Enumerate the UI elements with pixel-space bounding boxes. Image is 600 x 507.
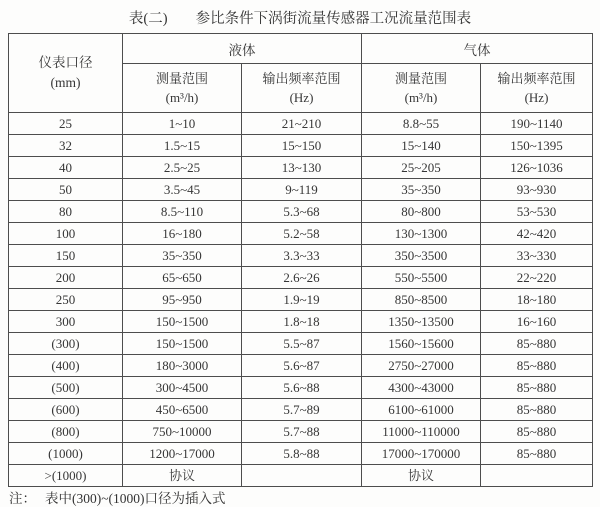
- diameter-cell: 25: [9, 113, 123, 135]
- value-cell: 协议: [362, 465, 481, 487]
- value-cell: 300~4500: [123, 377, 242, 399]
- diameter-cell: 200: [9, 267, 123, 289]
- value-cell: 16~180: [123, 223, 242, 245]
- value-cell: 550~5500: [362, 267, 481, 289]
- value-cell: 5.3~68: [242, 201, 362, 223]
- value-cell: 22~220: [481, 267, 593, 289]
- value-cell: 95~950: [123, 289, 242, 311]
- value-cell: 35~350: [362, 179, 481, 201]
- header-diameter-label: 仪表口径: [38, 54, 93, 70]
- table-row: [9, 421, 593, 443]
- value-cell: 450~6500: [123, 399, 242, 421]
- table-row: [9, 201, 593, 223]
- table-title: [0, 7, 600, 28]
- header-gas-measure-unit: (m³/h): [404, 90, 438, 105]
- header-gas-freq: [481, 64, 593, 113]
- value-cell: 21~210: [242, 113, 362, 135]
- value-cell: 5.7~88: [242, 421, 362, 443]
- value-cell: 1.5~15: [123, 135, 242, 157]
- table-row: [9, 355, 593, 377]
- value-cell: 1200~17000: [123, 443, 242, 465]
- header-liquid-measure-unit: (m³/h): [165, 90, 199, 105]
- header-liquid-freq: [242, 64, 362, 113]
- table-body: [9, 113, 593, 487]
- diameter-cell: 300: [9, 311, 123, 333]
- value-cell: 85~880: [481, 399, 593, 421]
- value-cell: 15~140: [362, 135, 481, 157]
- table-row: [9, 443, 593, 465]
- table-title-text: 参比条件下涡街流量传感器工况流量范围表: [195, 11, 472, 27]
- diameter-cell: (1000): [9, 443, 123, 465]
- value-cell: 6100~61000: [362, 399, 481, 421]
- diameter-cell: 50: [9, 179, 123, 201]
- value-cell: 1350~13500: [362, 311, 481, 333]
- value-cell: 5.6~88: [242, 377, 362, 399]
- value-cell: 15~150: [242, 135, 362, 157]
- value-cell: 35~350: [123, 245, 242, 267]
- value-cell: 130~1300: [362, 223, 481, 245]
- value-cell: 1.9~19: [242, 289, 362, 311]
- footnote: [9, 487, 226, 507]
- header-liquid-freq-unit: (Hz): [289, 90, 314, 105]
- value-cell: 13~130: [242, 157, 362, 179]
- value-cell: 126~1036: [481, 157, 593, 179]
- value-cell: 2750~27000: [362, 355, 481, 377]
- diameter-cell: (300): [9, 333, 123, 355]
- table-row: [9, 311, 593, 333]
- value-cell: 3.3~33: [242, 245, 362, 267]
- header-group-row: [9, 34, 593, 64]
- value-cell: 协议: [123, 465, 242, 487]
- value-cell: 190~1140: [481, 113, 593, 135]
- value-cell: 1560~15600: [362, 333, 481, 355]
- diameter-cell: (600): [9, 399, 123, 421]
- table-row: [9, 223, 593, 245]
- value-cell: [481, 465, 593, 487]
- value-cell: 80~800: [362, 201, 481, 223]
- value-cell: 85~880: [481, 377, 593, 399]
- value-cell: 85~880: [481, 421, 593, 443]
- table-row: [9, 377, 593, 399]
- value-cell: 4300~43000: [362, 377, 481, 399]
- table-row: [9, 465, 593, 487]
- value-cell: 85~880: [481, 355, 593, 377]
- value-cell: 1~10: [123, 113, 242, 135]
- value-cell: 750~10000: [123, 421, 242, 443]
- value-cell: 85~880: [481, 333, 593, 355]
- value-cell: 2.5~25: [123, 157, 242, 179]
- table-row: [9, 113, 593, 135]
- header-liquid-freq-label: 输出频率范围: [262, 70, 341, 86]
- table-row: [9, 135, 593, 157]
- value-cell: 85~880: [481, 443, 593, 465]
- header-diameter: [9, 34, 123, 113]
- value-cell: 150~1500: [123, 311, 242, 333]
- value-cell: 16~160: [481, 311, 593, 333]
- table-row: [9, 245, 593, 267]
- value-cell: 9~119: [242, 179, 362, 201]
- header-liquid-measure: [123, 64, 242, 113]
- diameter-cell: 100: [9, 223, 123, 245]
- header-gas-measure: [362, 64, 481, 113]
- table-header: [9, 34, 593, 113]
- diameter-cell: 80: [9, 201, 123, 223]
- header-diameter-unit: (mm): [50, 75, 81, 90]
- diameter-cell: 40: [9, 157, 123, 179]
- diameter-cell: 150: [9, 245, 123, 267]
- table-row: [9, 333, 593, 355]
- value-cell: 2.6~26: [242, 267, 362, 289]
- value-cell: 850~8500: [362, 289, 481, 311]
- value-cell: 150~1500: [123, 333, 242, 355]
- diameter-cell: (800): [9, 421, 123, 443]
- diameter-cell: >(1000): [9, 465, 123, 487]
- table-row: [9, 399, 593, 421]
- diameter-cell: 32: [9, 135, 123, 157]
- value-cell: 5.2~58: [242, 223, 362, 245]
- value-cell: 5.7~89: [242, 399, 362, 421]
- value-cell: 33~330: [481, 245, 593, 267]
- value-cell: 93~930: [481, 179, 593, 201]
- flow-range-table: [8, 33, 593, 487]
- value-cell: 11000~110000: [362, 421, 481, 443]
- table-number: 表(二): [128, 11, 168, 27]
- table-row: [9, 179, 593, 201]
- value-cell: 42~420: [481, 223, 593, 245]
- footnote-label: 注：: [9, 491, 36, 506]
- diameter-cell: 250: [9, 289, 123, 311]
- header-liquid-measure-label: 测量范围: [155, 70, 208, 86]
- header-group-liquid: 液体: [123, 34, 362, 64]
- header-gas-measure-label: 测量范围: [394, 70, 447, 86]
- value-cell: 150~1395: [481, 135, 593, 157]
- table-row: [9, 289, 593, 311]
- value-cell: 65~650: [123, 267, 242, 289]
- value-cell: [242, 465, 362, 487]
- value-cell: 3.5~45: [123, 179, 242, 201]
- header-group-gas: 气体: [362, 34, 593, 64]
- value-cell: 1.8~18: [242, 311, 362, 333]
- value-cell: 5.6~87: [242, 355, 362, 377]
- footnote-text: 表中(300)~(1000)口径为插入式: [45, 491, 226, 506]
- value-cell: 25~205: [362, 157, 481, 179]
- value-cell: 17000~170000: [362, 443, 481, 465]
- value-cell: 180~3000: [123, 355, 242, 377]
- value-cell: 8.5~110: [123, 201, 242, 223]
- value-cell: 5.5~87: [242, 333, 362, 355]
- value-cell: 18~180: [481, 289, 593, 311]
- value-cell: 350~3500: [362, 245, 481, 267]
- value-cell: 5.8~88: [242, 443, 362, 465]
- table-row: [9, 267, 593, 289]
- header-gas-freq-label: 输出频率范围: [497, 70, 576, 86]
- value-cell: 53~530: [481, 201, 593, 223]
- diameter-cell: (500): [9, 377, 123, 399]
- diameter-cell: (400): [9, 355, 123, 377]
- table-row: [9, 157, 593, 179]
- header-gas-freq-unit: (Hz): [524, 90, 549, 105]
- value-cell: 8.8~55: [362, 113, 481, 135]
